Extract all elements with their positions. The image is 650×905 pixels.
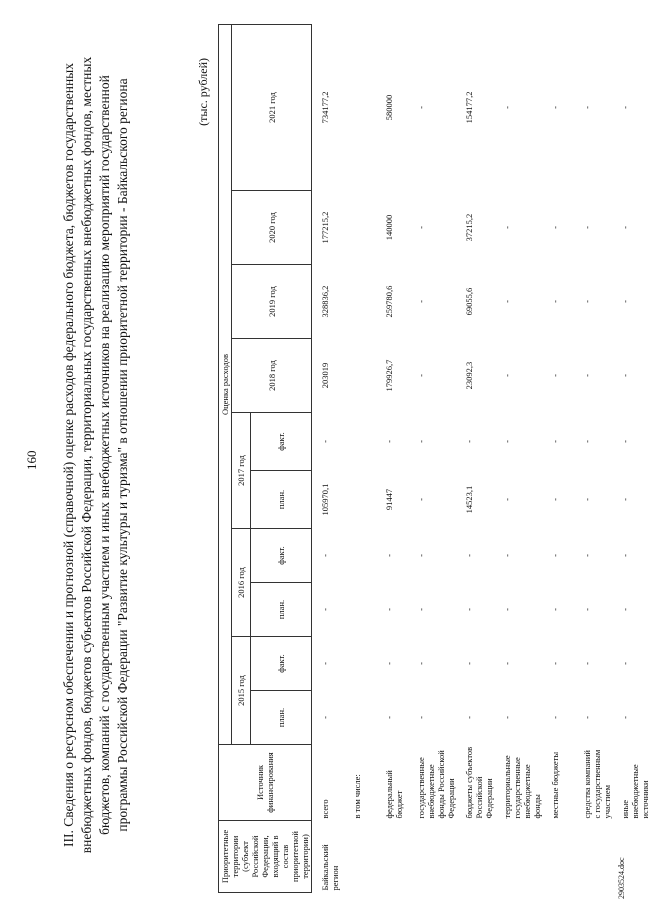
cell-c2020: - (550, 226, 560, 229)
cell-c2017p: 91447 (384, 488, 394, 511)
cell-c2016f: - (502, 554, 512, 557)
cell-c2015p: - (416, 716, 426, 719)
cell-c2017f (344, 413, 376, 471)
cell-source: государственные внебюджетные фонды Российской Федерации (416, 750, 456, 819)
table-row (456, 24, 494, 892)
cell-c2015f: - (312, 637, 345, 691)
cell-c2021: 734177,2 (312, 24, 345, 190)
cell-c2016p: - (416, 608, 426, 611)
cell-c2018: 179926,7 (384, 359, 394, 392)
cell-c2017p: - (620, 498, 630, 501)
cell-source: территориальные государственные внебюджетные фонды (502, 755, 542, 819)
cell-c2020: 37215,2 (464, 213, 474, 242)
table-row (494, 24, 542, 892)
cell-c2020: - (620, 226, 630, 229)
cell-c2015f: - (502, 662, 512, 665)
cell-c2015p: - (464, 716, 474, 719)
cell-region (344, 821, 376, 893)
cell-c2016p: - (620, 608, 630, 611)
footer-code: 2903524.doc (617, 857, 626, 899)
cell-c2015p: - (620, 716, 630, 719)
table-row (344, 24, 376, 892)
header-plan-2016: план. (251, 583, 312, 637)
header-year-2019: 2019 год (232, 265, 312, 339)
cell-source: федеральный бюджет (384, 770, 404, 819)
table-row (312, 24, 345, 892)
cell-c2018: 203019 (312, 339, 345, 413)
cell-c2021: - (502, 106, 512, 109)
cell-c2015p (344, 691, 376, 745)
cell-source: средства компаний с государственным участием (582, 749, 612, 819)
cell-c2019: 328836,2 (312, 265, 345, 339)
cell-c2021 (344, 24, 376, 190)
cell-c2019: - (620, 300, 630, 303)
cell-c2016p (344, 583, 376, 637)
cell-c2017p (344, 471, 376, 529)
cell-source: местные бюджеты (550, 751, 560, 819)
cell-c2018: - (620, 374, 630, 377)
cell-c2015f: - (384, 662, 394, 665)
cell-c2017f: - (416, 440, 426, 443)
cell-source: в том числе: (352, 774, 362, 819)
cell-c2017p: 14523,1 (464, 485, 474, 514)
cell-c2016f: - (464, 554, 474, 557)
cell-c2015f: - (550, 662, 560, 665)
cell-c2019: - (416, 300, 426, 303)
cell-c2015f: - (582, 662, 592, 665)
cell-c2016f: - (620, 554, 630, 557)
cell-c2018: - (416, 374, 426, 377)
cell-c2021: 580000 (384, 94, 394, 121)
header-fact-2016: факт. (251, 529, 312, 583)
cell-source: иные внебюджетные источники (620, 764, 650, 819)
cell-region: Байкальский регион (312, 821, 345, 893)
table-body (312, 24, 650, 892)
header-year-2015: 2015 год (232, 637, 251, 745)
cell-c2016f: - (550, 554, 560, 557)
cell-c2020 (344, 191, 376, 265)
cell-c2018: - (582, 374, 592, 377)
cell-c2016p: - (312, 583, 345, 637)
header-plan-2017: план. (251, 471, 312, 529)
cell-c2017f: - (464, 440, 474, 443)
cell-c2017f: - (550, 440, 560, 443)
cell-c2017p: 105970,1 (312, 471, 345, 529)
cell-c2018: - (502, 374, 512, 377)
cell-c2015p: - (582, 716, 592, 719)
cell-c2021: - (620, 106, 630, 109)
cell-c2016f: - (384, 554, 394, 557)
cell-c2017f: - (582, 440, 592, 443)
table-row (612, 24, 650, 892)
cell-c2021: - (582, 106, 592, 109)
header-fact-2017: факт. (251, 413, 312, 471)
cell-c2017p: - (502, 498, 512, 501)
cell-c2020: 140000 (384, 214, 394, 241)
cell-c2015f: - (416, 662, 426, 665)
cell-c2015f: - (464, 662, 474, 665)
cell-source: всего (312, 745, 345, 821)
cell-c2017p: - (550, 498, 560, 501)
table-row (408, 24, 456, 892)
cell-region (494, 821, 542, 893)
cell-c2021: - (416, 106, 426, 109)
header-estimate: Оценка расходов (219, 24, 232, 744)
cell-c2021: - (550, 106, 560, 109)
header-year-2016: 2016 год (232, 529, 251, 637)
cell-c2015p: - (550, 716, 560, 719)
unit-note: (тыс. рублей) (196, 58, 210, 126)
cell-c2015p: - (312, 691, 345, 745)
cell-c2019: 69055,6 (464, 287, 474, 316)
table-row (542, 24, 574, 892)
cell-region (574, 821, 612, 893)
header-territory: Приоритетные территории (субъект Российской Федерации, входящий в состав приоритетной территории) (219, 821, 312, 893)
cell-c2015f (344, 637, 376, 691)
table-row (574, 24, 612, 892)
header-year-2018: 2018 год (232, 339, 312, 413)
cell-region (542, 821, 574, 893)
cell-c2015p: - (384, 716, 394, 719)
cell-c2016p: - (550, 608, 560, 611)
cell-c2016p: - (384, 608, 394, 611)
cell-c2016f: - (312, 529, 345, 583)
cell-c2015f: - (620, 662, 630, 665)
page-number: 160 (24, 450, 39, 470)
table-row (376, 24, 408, 892)
cell-c2019: 259780,6 (384, 285, 394, 318)
header-plan-2015: план. (251, 691, 312, 745)
header-source: Источник финансирования (219, 745, 312, 821)
cell-c2016f: - (582, 554, 592, 557)
cell-c2020: - (502, 226, 512, 229)
cell-c2017p: - (416, 498, 426, 501)
cell-c2017p: - (582, 498, 592, 501)
cell-c2019: - (502, 300, 512, 303)
cell-region (456, 821, 494, 893)
header-year-2021: 2021 год (232, 24, 312, 190)
cell-region (376, 821, 408, 893)
cell-c2017f: - (620, 440, 630, 443)
cell-c2019: - (550, 300, 560, 303)
cell-c2016f (344, 529, 376, 583)
document-title: III. Сведения о ресурсном обеспечении и прогнозной (справочной) оценке расходов федерального бюджета, бюджетов государственных внебюджетных фондов, бюджетов субъектов Российской Федерации, территориальных государственных внебюджетных фондов, местных бюджетов, компаний с государственным участием и иных внебюджетных источников на реализацию мероприятий государственной программы Российской Федерации "Развитие культуры и туризма" в отношении приоритетной территории - Байкальского региона (61, 56, 130, 854)
cell-c2016p: - (502, 608, 512, 611)
cell-c2015p: - (502, 716, 512, 719)
cell-c2016f: - (416, 554, 426, 557)
cell-c2019 (344, 265, 376, 339)
cell-c2020: - (416, 226, 426, 229)
cell-c2019: - (582, 300, 592, 303)
header-fact-2015: факт. (251, 637, 312, 691)
cell-c2016p: - (582, 608, 592, 611)
cell-c2018: - (550, 374, 560, 377)
cell-c2016p: - (464, 608, 474, 611)
cell-c2020: - (582, 226, 592, 229)
cell-c2017f: - (502, 440, 512, 443)
cell-source: бюджеты субъектов Российской Федерации (464, 746, 494, 819)
header-year-2020: 2020 год (232, 191, 312, 265)
header-year-2017: 2017 год (232, 413, 251, 529)
cell-c2020: 177215,2 (312, 191, 345, 265)
cell-c2017f: - (384, 440, 394, 443)
funding-table (218, 24, 650, 893)
cell-c2018: 23092,3 (464, 361, 474, 390)
cell-region (408, 821, 456, 893)
cell-c2021: 154177,2 (464, 91, 474, 124)
cell-c2017f: - (312, 413, 345, 471)
cell-c2018 (344, 339, 376, 413)
